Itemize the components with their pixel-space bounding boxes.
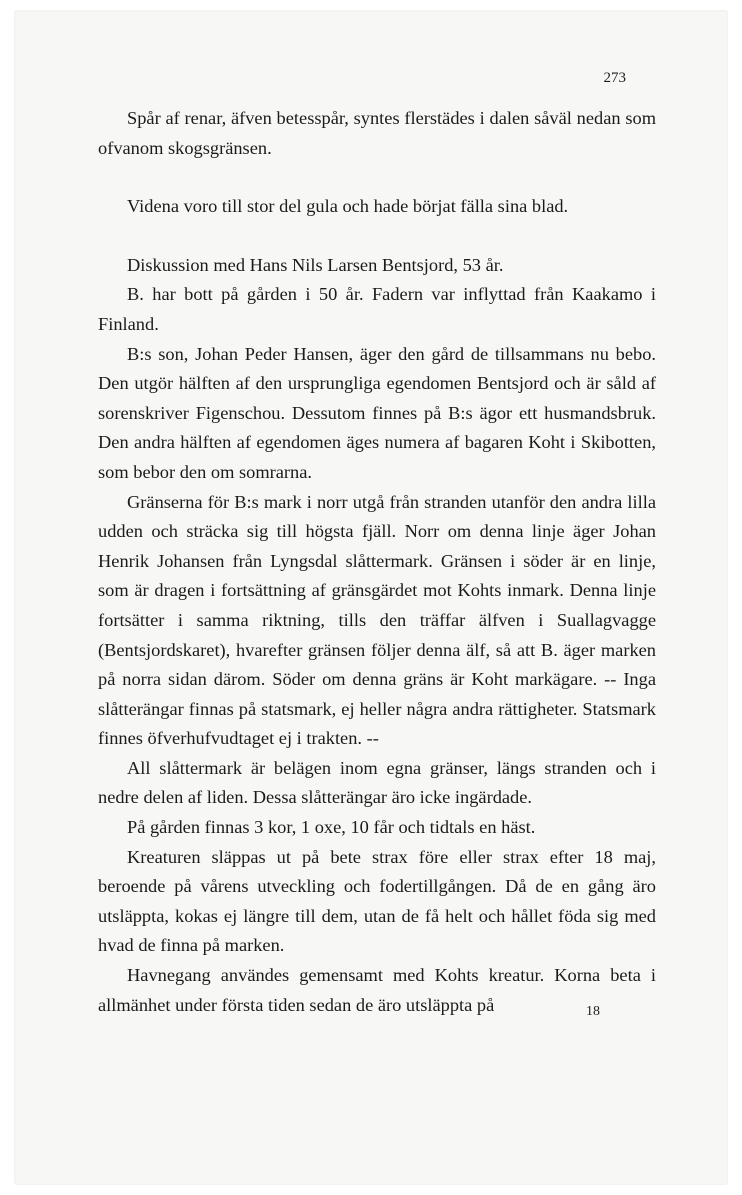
book-page — [14, 10, 728, 1185]
paragraph-discussion-heading: Diskussion med Hans Nils Larsen Bentsjord, 53 år. — [127, 254, 504, 275]
paragraph-hay-meadows: All slåttermark är belägen inom egna gränser, längs stranden och i nedre delen af liden. Dessa slåtterängar äro icke ingärdade. — [98, 757, 656, 808]
body-text — [98, 104, 656, 1020]
paragraph-common-pasture: Havnegang användes gemensamt med Kohts kreatur. Korna beta i allmänhet under första tiden sedan de äro utsläppta på — [98, 965, 656, 1015]
paragraph-livestock: På gården finnas 3 kor, 1 oxe, 10 får och tidtals en häst. — [127, 817, 536, 838]
paragraph-farm-history: B. har bott på gården i 50 år. Fadern var inflyttad från Kaakamo i Finland. — [98, 284, 656, 334]
paragraph-willows: Videna voro till stor del gula och hade börjat fälla sina blad. — [127, 196, 569, 217]
paragraph-reindeer-tracks: Spår af renar, äfven betesspår, syntes flerstädes i dalen såväl nedan som ofvanom skogsgränsen. — [98, 108, 656, 158]
page-number: 273 — [603, 70, 626, 86]
signature-mark: 18 — [586, 1004, 600, 1019]
paragraph-grazing-release: Kreaturen släppas ut på bete strax före eller strax efter 18 maj, beroende på vårens utveckling och fodertillgången. Då de en gång äro utsläppta, kokas ej längre till dem, utan de få helt och hållet föda sig med hvad de finna på marken. — [98, 846, 656, 956]
paragraph-boundaries: Gränserna för B:s mark i norr utgå från stranden utanför den andra lilla udden och sträcka sig till högsta fjäll. Norr om denna linje äger Johan Henrik Johansen från Lyngsdal slåttermark. Gränsen i söder är en linje, som är dragen i fortsättning af gränsgärdet mot Kohts inmark. Denna linje fortsätter i samma riktning, tills den träffar älfven i Suallagvagge (Bentsjordskaret), hvarefter gränsen följer denna älf, så att B. äger marken på norra sidan därom. Söder om denna gräns är Koht markägare. -- Inga slåtterängar finnas på statsmark, ej heller några andra rättigheter. Statsmark finnes öfverhufvudtaget ej i trakten. -- — [98, 491, 656, 749]
paragraph-son-ownership: B:s son, Johan Peder Hansen, äger den gård de tillsammans nu bebo. Den utgör hälften af den ursprungliga egendomen Bentsjord och är såld af sorenskriver Figenschou. Dessutom finnes på B:s ägor ett husmandsbruk. Den andra hälften af egendomen äges numera af bagaren Koht i Skibotten, som bebor den om somrarna. — [98, 343, 656, 482]
